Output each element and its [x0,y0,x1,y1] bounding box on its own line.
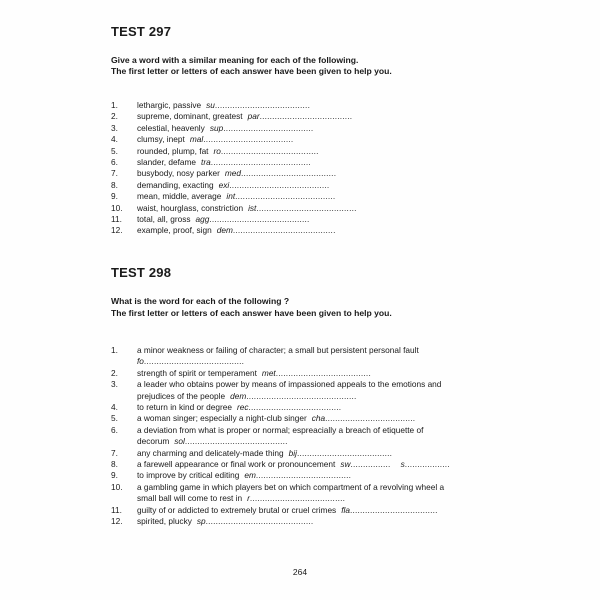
question-text [137,425,497,448]
question-item [111,413,497,424]
question-text-line [137,111,352,122]
question-item [111,505,497,516]
answer-blank: .................................... [223,122,314,133]
test-298-instruction-1: What is the word for each of the following ? [111,296,290,306]
answer-blank: ........................................ [209,213,310,224]
question-number: 2. [111,111,118,122]
answer-hint: r [247,493,250,504]
answer-hint: exi [218,179,230,190]
answer-blank: ...................................... [255,470,352,481]
clue-text: a farewell appearance or final work or pronouncement [137,459,336,470]
answer-hint: rec [237,402,249,413]
question-item [111,482,497,505]
question-number: 3. [111,122,118,133]
question-number: 1. [111,100,118,110]
answer-hint: bij [288,447,297,458]
answer-blank: ........................................ [210,156,311,167]
answer-blank: ...................................... [296,447,393,458]
clue-text: a gambling game in which players bet on which compartment of a revolving wheel a [137,481,445,492]
question-item [111,402,497,413]
answer-blank: ....................................... [220,145,319,156]
question-text-line [137,214,310,225]
answer-blank: ........................................ [229,179,330,190]
test-298-instruction-2: The first letter or letters of each answer have been given to help you. [111,308,392,318]
question-number: 11. [111,504,122,515]
clue-text: example, proof, sign [137,225,212,236]
question-text [137,345,497,368]
answer-hint: fla [341,504,350,515]
answer-blank: ........................................ [235,191,336,202]
question-text-line-2 [137,493,497,504]
question-text-line [137,368,497,379]
answer-blank: ...................................... [275,367,371,378]
question-text-line [137,168,336,179]
answer-blank: .................................... [325,413,416,424]
question-number: 10. [111,481,123,492]
answer-hint: dem [216,225,233,236]
answer-blank: ................................... [349,504,438,515]
question-number: 5. [111,145,118,156]
question-number: 2. [111,367,118,378]
answer-blank: ............................................ [246,390,357,401]
question-text-line [137,470,497,481]
clue-text: slander, defame [137,156,197,167]
clue-text: waist, hourglass, constriction [137,202,244,213]
answer-blank: ......................................... [184,436,288,447]
answer-hint: med [224,168,241,179]
question-text-line [137,146,319,157]
clue-text-continued: prejudices of the people [137,390,226,401]
answer-blank: ........................................ [143,356,245,367]
question-item [111,345,497,368]
answer-blank: ................ [350,459,391,470]
test-297-title: TEST 297 [111,24,172,39]
question-text [137,505,497,516]
question-number: 9. [111,191,118,202]
answer-blank: .................................... [203,134,294,145]
answer-hint: sw [340,459,351,470]
answer-blank: ...................................... [241,168,337,179]
answer-hint: par [247,111,260,122]
answer-hint: su [206,100,215,110]
clue-text: spirited, plucky [137,516,192,527]
question-text-line [137,448,497,459]
question-number: 8. [111,459,118,470]
answer-hint: em [244,470,256,481]
test-297-instruction-1: Give a word with a similar meaning for each of the following. [111,55,359,65]
clue-text: lethargic, passive [137,100,202,110]
question-text [137,402,497,413]
clue-text: celestial, heavenly [137,122,205,133]
answer-blank: ..................................... [259,111,353,122]
question-number: 9. [111,470,118,481]
question-text-line [137,157,311,168]
question-number: 7. [111,168,118,179]
question-number: 11. [111,213,122,224]
answer-blank: ...................................... [249,493,346,504]
answer-blank-2: .................. [404,459,450,470]
clue-text: a minor weakness or failing of character; a small but persistent personal fault [137,345,419,355]
clue-text: guilty of or addicted to extremely brutal or cruel crimes [137,504,337,515]
question-item [111,470,497,481]
question-text-line [137,100,310,111]
question-text-line [137,123,313,134]
clue-text: total, all, gross [137,213,191,224]
answer-hint: met [261,367,276,378]
test-297-instruction-2: The first letter or letters of each answer have been given to help you. [111,66,392,76]
test-298-title: TEST 298 [111,265,172,280]
question-text-line [137,482,497,493]
question-text-line [137,516,497,527]
answer-blank: ..................................... [248,402,342,413]
question-text [137,413,497,424]
question-number: 6. [111,156,118,167]
answer-hint: ro [213,145,221,156]
question-item [111,516,497,527]
answer-hint: sup [209,122,224,133]
clue-text-continued: decorum [137,436,170,447]
question-text-line [137,459,497,470]
question-number: 12. [111,516,123,527]
answer-hint: sp [196,516,206,527]
question-text-line [137,180,329,191]
question-text [137,368,497,379]
answer-hint: sol [174,436,185,447]
question-item [111,368,497,379]
question-text-line-2 [137,436,497,447]
clue-text: demanding, exacting [137,179,214,190]
answer-hint: int [226,191,236,202]
question-number: 3. [111,379,118,390]
clue-text: to return in kind or degree [137,402,233,413]
answer-hint: fo [137,356,144,367]
clue-text: any charming and delicately-made thing [137,447,284,458]
clue-text: a woman singer; especially a night-club singer [137,413,307,424]
clue-text: clumsy, inept [137,134,185,145]
clue-text: mean, middle, average [137,191,222,202]
question-number: 1. [111,345,118,355]
clue-text: strength of spirit or temperament [137,367,257,378]
clue-text: a leader who obtains power by means of impassioned appeals to the emotions and [137,379,442,390]
question-item [111,425,497,448]
answer-blank: ...................................... [214,100,311,110]
clue-text: busybody, nosy parker [137,168,220,179]
answer-hint: tra [201,156,211,167]
answer-blank: ......................................... [232,225,336,236]
question-text-line [137,225,336,236]
question-text [137,482,497,505]
question-text [137,459,497,470]
question-item [111,379,497,402]
question-text-line [137,345,497,356]
clue-text-continued: small ball will come to rest in [137,493,243,504]
question-text [137,448,497,459]
question-number: 7. [111,447,118,458]
question-number: 4. [111,134,118,145]
question-number: 5. [111,413,118,424]
question-text [137,516,497,527]
question-text [137,470,497,481]
question-text-line [137,203,357,214]
question-number: 6. [111,424,118,435]
answer-hint: cha [311,413,326,424]
question-text-line-2 [137,356,497,367]
clue-text: supreme, dominant, greatest [137,111,243,122]
answer-blank: ........................................... [205,516,314,527]
answer-hint: agg [195,213,210,224]
question-text-line [137,134,293,145]
page-number: 264 [292,567,308,577]
question-text-line [137,379,497,390]
question-text [137,379,497,402]
question-item [111,448,497,459]
question-number: 10. [111,202,123,213]
answer-blank: ........................................ [256,202,357,213]
clue-text: a deviation from what is proper or normal; espreacially a breach of etiquette of [137,424,424,435]
clue-text: rounded, plump, fat [137,145,209,156]
answer-hint: ist [248,202,257,213]
answer-hint: mal [189,134,204,145]
question-number: 12. [111,225,123,236]
question-text-line [137,425,497,436]
question-number: 8. [111,179,118,190]
question-text-line [137,505,497,516]
clue-text: to improve by critical editing [137,470,240,481]
question-item [111,459,497,470]
question-text-line [137,191,335,202]
question-text-line-2 [137,391,497,402]
question-number: 4. [111,402,118,413]
question-text-line [137,413,497,424]
answer-hint: dem [230,390,247,401]
test-298-question-list [111,345,497,528]
question-text-line [137,402,497,413]
answer-hint-2: s [400,459,405,470]
